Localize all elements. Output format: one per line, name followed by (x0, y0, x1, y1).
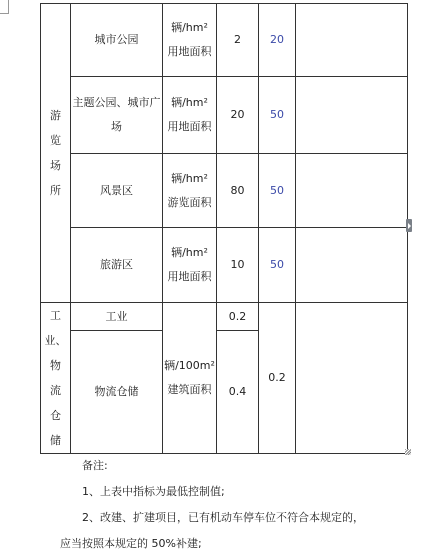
empty-cell (296, 228, 408, 303)
empty-cell (296, 154, 408, 228)
value-cell: 0.2 (217, 303, 259, 331)
notes-title: 备注: (82, 459, 108, 472)
table-row (41, 228, 408, 303)
value-cell: 2 (217, 4, 259, 77)
category-cell-industry (41, 303, 71, 454)
notes-line: 1、上表中指标为最低控制值; (82, 485, 225, 498)
table-row (41, 4, 408, 77)
table-row (41, 303, 408, 331)
value-cell: 80 (217, 154, 259, 228)
unit-text: 辆/100m² (164, 359, 215, 372)
type-cell: 物流仓储 (71, 331, 163, 454)
type-cell: 风景区 (71, 154, 163, 228)
parking-standard-table (40, 3, 408, 454)
value-cell-blue: 50 (259, 154, 296, 228)
unit-cell (163, 77, 217, 154)
unit-basis: 用地面积 (167, 120, 212, 133)
value-cell: 20 (217, 77, 259, 154)
value-cell-merged: 0.2 (259, 303, 296, 454)
type-cell: 城市公园 (71, 4, 163, 77)
category-char: 场 (50, 159, 61, 172)
value-cell: 10 (217, 228, 259, 303)
category-char: 所 (50, 184, 61, 197)
category-char: 游 (50, 109, 61, 122)
unit-basis: 用地面积 (167, 270, 212, 283)
unit-text: 辆/hm² (171, 246, 208, 259)
category-char: 仓 (50, 409, 61, 422)
unit-cell (163, 4, 217, 77)
category-char: 储 (50, 434, 61, 447)
unit-text: 辆/hm² (171, 171, 208, 185)
type-text: 主题公园、城市广场 (72, 96, 161, 133)
unit-basis: 建筑面积 (167, 383, 212, 396)
unit-cell (163, 228, 217, 303)
notes-line: 2、改建、扩建项目，已有机动车停车位不符合本规定的， (82, 511, 364, 524)
table-resize-handle-icon[interactable] (405, 449, 411, 455)
unit-cell (163, 303, 217, 454)
table-row (41, 77, 408, 154)
unit-text: 辆/hm² (171, 96, 208, 109)
table-row (41, 154, 408, 228)
value-cell-blue: 20 (259, 4, 296, 77)
value-cell-blue: 50 (259, 228, 296, 303)
unit-cell (163, 154, 217, 228)
empty-cell (296, 303, 408, 454)
notes-block (60, 453, 364, 557)
category-char: 览 (50, 134, 61, 147)
unit-text: 辆/hm² (171, 21, 208, 34)
category-char: 物 (50, 359, 61, 372)
unit-basis: 游览面积 (167, 195, 212, 209)
category-char: 工 (50, 309, 61, 322)
category-char: 流 (50, 384, 61, 397)
category-char: 业、 (44, 334, 67, 347)
unit-basis: 用地面积 (167, 45, 212, 58)
value-cell-blue: 50 (259, 77, 296, 154)
empty-cell (296, 77, 408, 154)
page-corner-mark (0, 0, 9, 14)
value-cell: 0.4 (217, 331, 259, 454)
table-edge-handle-icon[interactable] (406, 219, 412, 232)
category-cell-tourism (41, 4, 71, 303)
empty-cell (296, 4, 408, 77)
type-cell: 工业 (71, 303, 163, 331)
notes-line: 应当按照本规定的 50%补建; (60, 537, 202, 550)
type-cell: 旅游区 (71, 228, 163, 303)
type-cell (71, 77, 163, 154)
